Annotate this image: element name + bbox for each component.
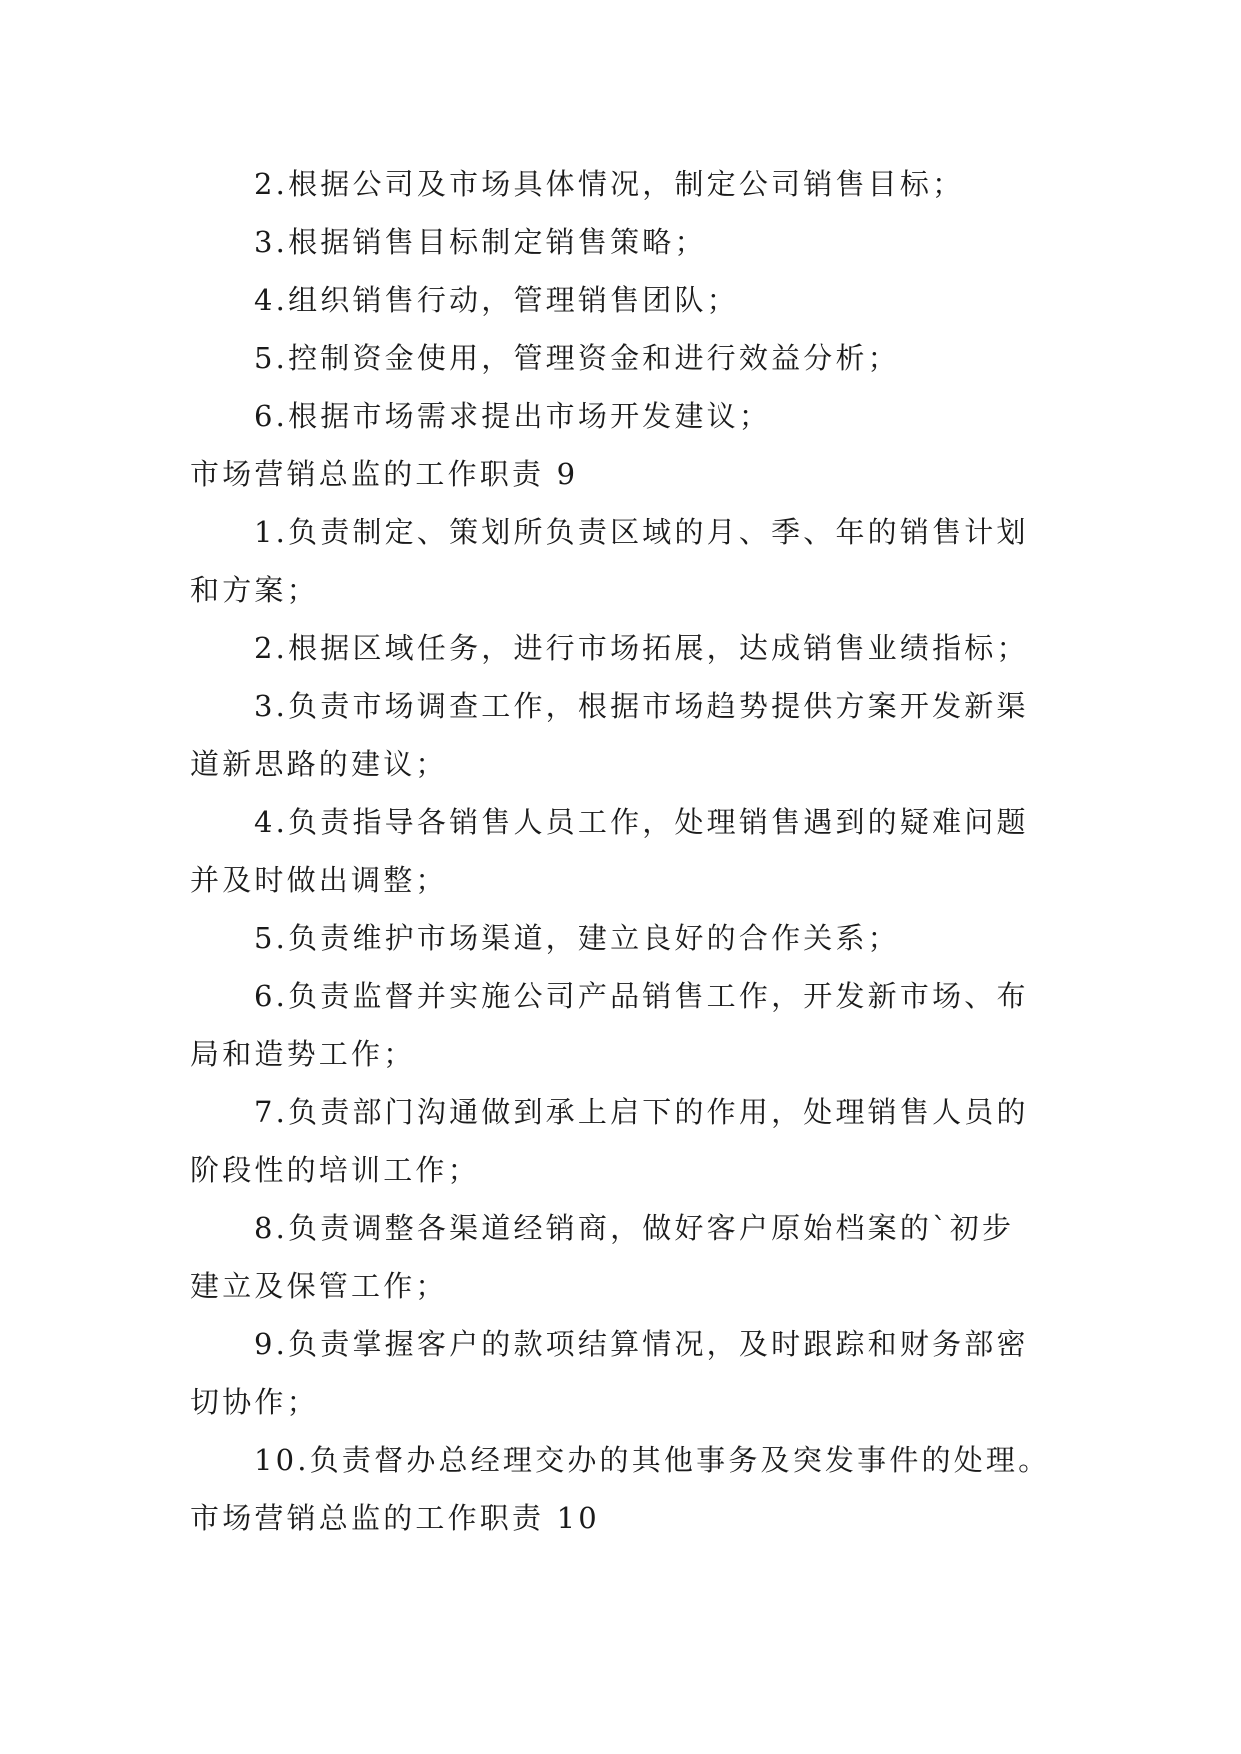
list-item: 2.根据公司及市场具体情况，制定公司销售目标；: [254, 167, 965, 201]
section-heading: 市场营销总监的工作职责 10: [190, 1501, 600, 1535]
list-item: 1.负责制定、策划所负责区域的月、季、年的销售计划: [254, 515, 1029, 549]
list-item: 3.根据销售目标制定销售策略；: [254, 225, 707, 259]
list-item: 5.负责维护市场渠道，建立良好的合作关系；: [254, 921, 900, 955]
document-body: [190, 155, 1060, 1547]
list-item: 6.根据市场需求提出市场开发建议；: [254, 399, 772, 433]
list-item: 4.组织销售行动，管理销售团队；: [254, 283, 739, 317]
list-item: 4.负责指导各销售人员工作，处理销售遇到的疑难问题: [254, 805, 1029, 839]
list-item: 3.负责市场调查工作，根据市场趋势提供方案开发新渠: [254, 689, 1029, 723]
list-item-continuation: 并及时做出调整；: [190, 863, 448, 897]
list-item: 7.负责部门沟通做到承上启下的作用，处理销售人员的: [254, 1095, 1029, 1129]
list-item: 5.控制资金使用，管理资金和进行效益分析；: [254, 341, 900, 375]
list-item-continuation: 切协作；: [190, 1385, 319, 1419]
list-item: 8.负责调整各渠道经销商，做好客户原始档案的`初步: [254, 1211, 1015, 1245]
list-item-continuation: 建立及保管工作；: [190, 1269, 448, 1303]
list-item: 2.根据区域任务，进行市场拓展，达成销售业绩指标；: [254, 631, 1029, 665]
list-item-continuation: 局和造势工作；: [190, 1037, 416, 1071]
list-item: 6.负责监督并实施公司产品销售工作，开发新市场、布: [254, 979, 1029, 1013]
list-item-continuation: 和方案；: [190, 573, 319, 607]
list-item: 9.负责掌握客户的款项结算情况，及时跟踪和财务部密: [254, 1327, 1029, 1361]
section-heading: 市场营销总监的工作职责 9: [190, 457, 579, 491]
list-item-continuation: 阶段性的培训工作；: [190, 1153, 480, 1187]
list-item-continuation: 道新思路的建议；: [190, 747, 448, 781]
list-item: 10.负责督办总经理交办的其他事务及突发事件的处理。: [254, 1443, 1051, 1477]
